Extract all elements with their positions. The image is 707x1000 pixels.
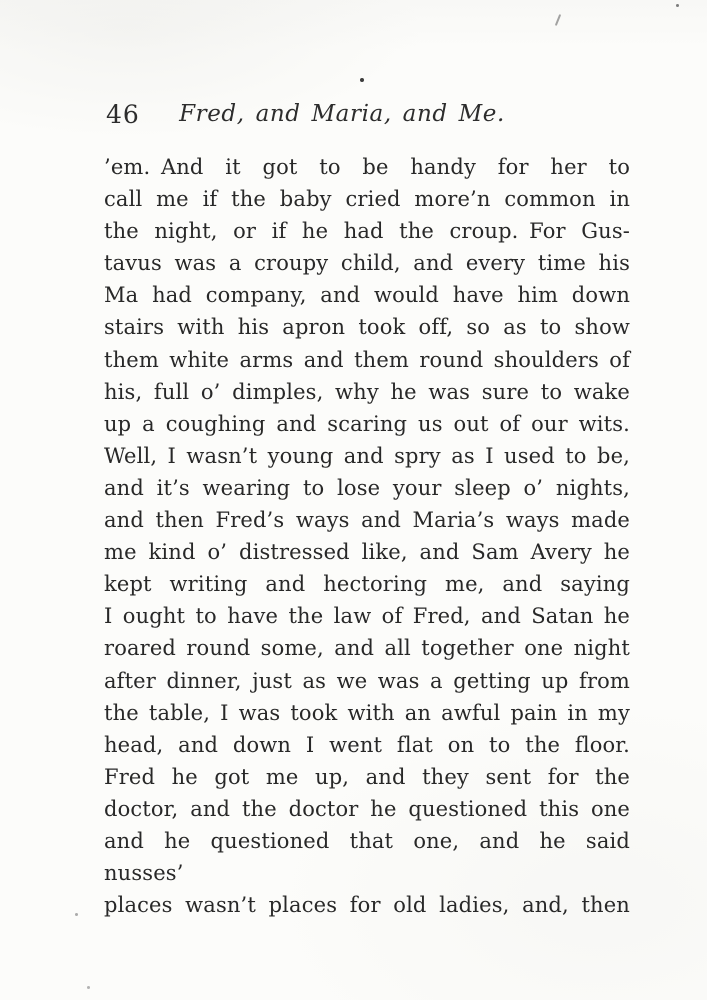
running-title: Fred, and Maria, and Me. (179, 101, 505, 127)
running-header (104, 99, 630, 133)
text-line: after dinner, just as we was a getting up from (104, 668, 630, 693)
text-line: head, and down I went flat on to the floor. (104, 732, 630, 757)
page-number: 46 (106, 100, 140, 129)
text-line: and it’s wearing to lose your sleep o’ nights, (104, 475, 630, 500)
text-line: Well, I wasn’t young and spry as I used to be, (104, 443, 630, 468)
scan-speck (676, 4, 679, 7)
text-line: ’em. And it got to be handy for her to (104, 155, 630, 179)
scan-slash-mark (555, 14, 561, 26)
text-line: his, full o’ dimples, why he was sure to wake (104, 379, 630, 404)
text-line: Ma had company, and would have him down (104, 283, 630, 308)
text-line: I ought to have the law of Fred, and Satan he (104, 604, 630, 629)
text-line: and he questioned that one, and he said nusses’ (104, 828, 630, 886)
text-line: and then Fred’s ways and Maria’s ways made (104, 508, 630, 533)
text-line: kept writing and hectoring me, and saying (104, 572, 630, 597)
text-line: the table, I was took with an awful pain in my (104, 700, 630, 725)
text-line: call me if the baby cried more’n common in (104, 187, 630, 212)
text-line: the night, or if he had the croup. For Gus- (104, 219, 630, 244)
text-line: them white arms and them round shoulders of (104, 347, 630, 372)
scan-speck (75, 913, 78, 916)
text-line: roared round some, and all together one night (104, 636, 630, 661)
text-line: stairs with his apron took off, so as to show (104, 315, 630, 340)
text-line: places wasn’t places for old ladies, and, then (104, 893, 630, 918)
body-text-block (104, 151, 630, 921)
text-line: up a coughing and scaring us out of our wits. (104, 411, 630, 436)
text-line: Fred he got me up, and they sent for the (104, 764, 630, 789)
text-line: doctor, and the doctor he questioned this one (104, 796, 630, 821)
text-line: me kind o’ distressed like, and Sam Avery he (104, 540, 630, 565)
scan-speck (360, 78, 364, 82)
scan-speck (87, 986, 90, 989)
text-line: tavus was a croupy child, and every time his (104, 251, 630, 276)
